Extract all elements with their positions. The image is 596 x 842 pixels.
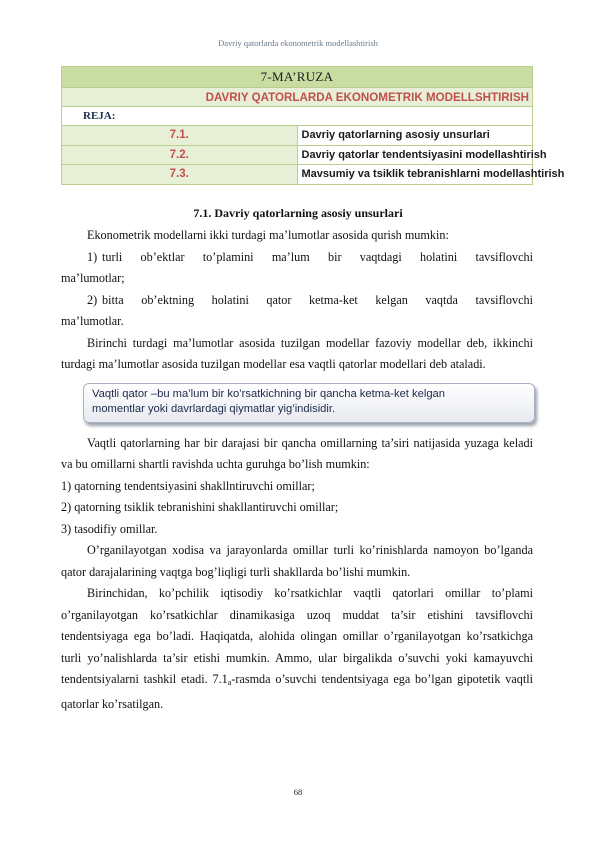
list-item-text: bitta ob’ektning holatini qator ketma-ket kelgan vaqtda tavsiflovchi	[102, 292, 533, 307]
list-item: 1) qatorning tendentsiyasini shakllntiruvchi omillar;	[61, 478, 315, 493]
plan-label-row	[62, 107, 533, 126]
definition-line: Vaqtli qator –bu ma’lum bir ko’rsatkichning bir qancha ketma-ket kelgan	[92, 387, 445, 400]
plan-item	[62, 145, 533, 165]
list-item-text: turli ob’ektlar to’plamini ma’lum bir vaqtdagi holatini tavsiflovchi	[102, 249, 533, 264]
plan-item	[62, 126, 533, 146]
plan-item-number: 7.3.	[62, 165, 298, 185]
paragraph: Birinchi turdagi ma’lumotlar asosida tuzilgan modellar fazoviy modellar deb, ikkinchi turdagi ma’lumotlar asosida tuzilgan modellar esa vaqtli qatorlar modellari deb ataladi.	[61, 335, 533, 371]
plan-item-text: Davriy qatorlarning asosiy unsurlari	[297, 126, 533, 146]
paragraph-text: Birinchidan, ko’pchilik iqtisodiy ko’rsatkichlar vaqtli qatorlari omillar to’plami o’rganilayotgan ko’rsatkichlar dinamikasiga uzoq muddat ta’sir etishini tavsiflovchi tendentsiyaga ega bo’ladi. Haqiqatda, alohida olingan omillar o’rganilayotgan ko’rsatkichga turli yo’nalishlarda ta’sir etishi mumkin. Ammo, ular birgalikda o’suvchi yoki kamayuvchi tendentsiyalarni tashkil etadi. 7.1	[61, 586, 533, 686]
lecture-number-row	[62, 67, 533, 88]
paragraph: O’rganilayotgan xodisa va jarayonlarda omillar turli ko’rinishlarda namoyon bo’lganda qator darajalarining vaqtga bog’liqligi turli shakllarda bo’lishi mumkin.	[61, 543, 533, 579]
page-number: 68	[293, 787, 303, 797]
paragraph	[61, 583, 533, 715]
plan-item-text: Mavsumiy va tsiklik tebranishlarni modellashtirish	[297, 165, 533, 185]
running-header: Davriy qatorlarda ekonometrik modellashtirish	[218, 38, 378, 48]
definition-line: momentlar yoki davrlardagi qiymatlar yig’indisidir.	[92, 402, 336, 415]
list-item: 2) qatorning tsiklik tebranishini shakllantiruvchi omillar;	[61, 500, 339, 514]
list-marker: 1)	[87, 249, 98, 264]
list-item: 3) tasodifiy omillar.	[61, 521, 158, 536]
paragraph-text: -rasmda o’suvchi tendentsiyaga ega bo’lgan gipotetik vaqtli qatorlar ko’rsatilgan.	[61, 672, 533, 711]
definition-box	[83, 383, 535, 423]
section-heading: 7.1. Davriy qatorlarning asosiy unsurlari	[193, 206, 403, 220]
paragraph: Vaqtli qatorlarning har bir darajasi bir qancha omillarning ta’siri natijasida yuzaga keladi va bu omillarni shartli ravishda uchta guruhga bo’lish mumkin:	[61, 435, 533, 471]
body-content	[61, 225, 533, 715]
lecture-title-row	[62, 88, 533, 107]
plan-item-number: 7.1.	[62, 126, 298, 146]
paragraph: Ekonometrik modellarni ikki turdagi ma’lumotlar asosida qurish mumkin:	[87, 228, 449, 242]
plan-item-number: 7.2.	[62, 145, 298, 165]
list-item	[87, 290, 533, 312]
lecture-number: 7-MA’RUZA	[62, 67, 533, 88]
list-item-continuation: ma’lumotlar.	[61, 314, 124, 328]
plan-item-text: Davriy qatorlar tendentsiyasini modellashtirish	[297, 145, 533, 165]
list-marker: 2)	[87, 292, 98, 307]
figure-subscript: a	[227, 678, 232, 687]
lecture-header-table	[61, 66, 565, 185]
plan-item	[62, 165, 533, 185]
lecture-title: DAVRIY QATORLARDA EKONOMETRIK MODELLSHTIRISH	[62, 88, 533, 107]
plan-label: REJA:	[62, 107, 533, 126]
list-item	[87, 247, 533, 269]
list-item-continuation: ma’lumotlar;	[61, 271, 125, 285]
